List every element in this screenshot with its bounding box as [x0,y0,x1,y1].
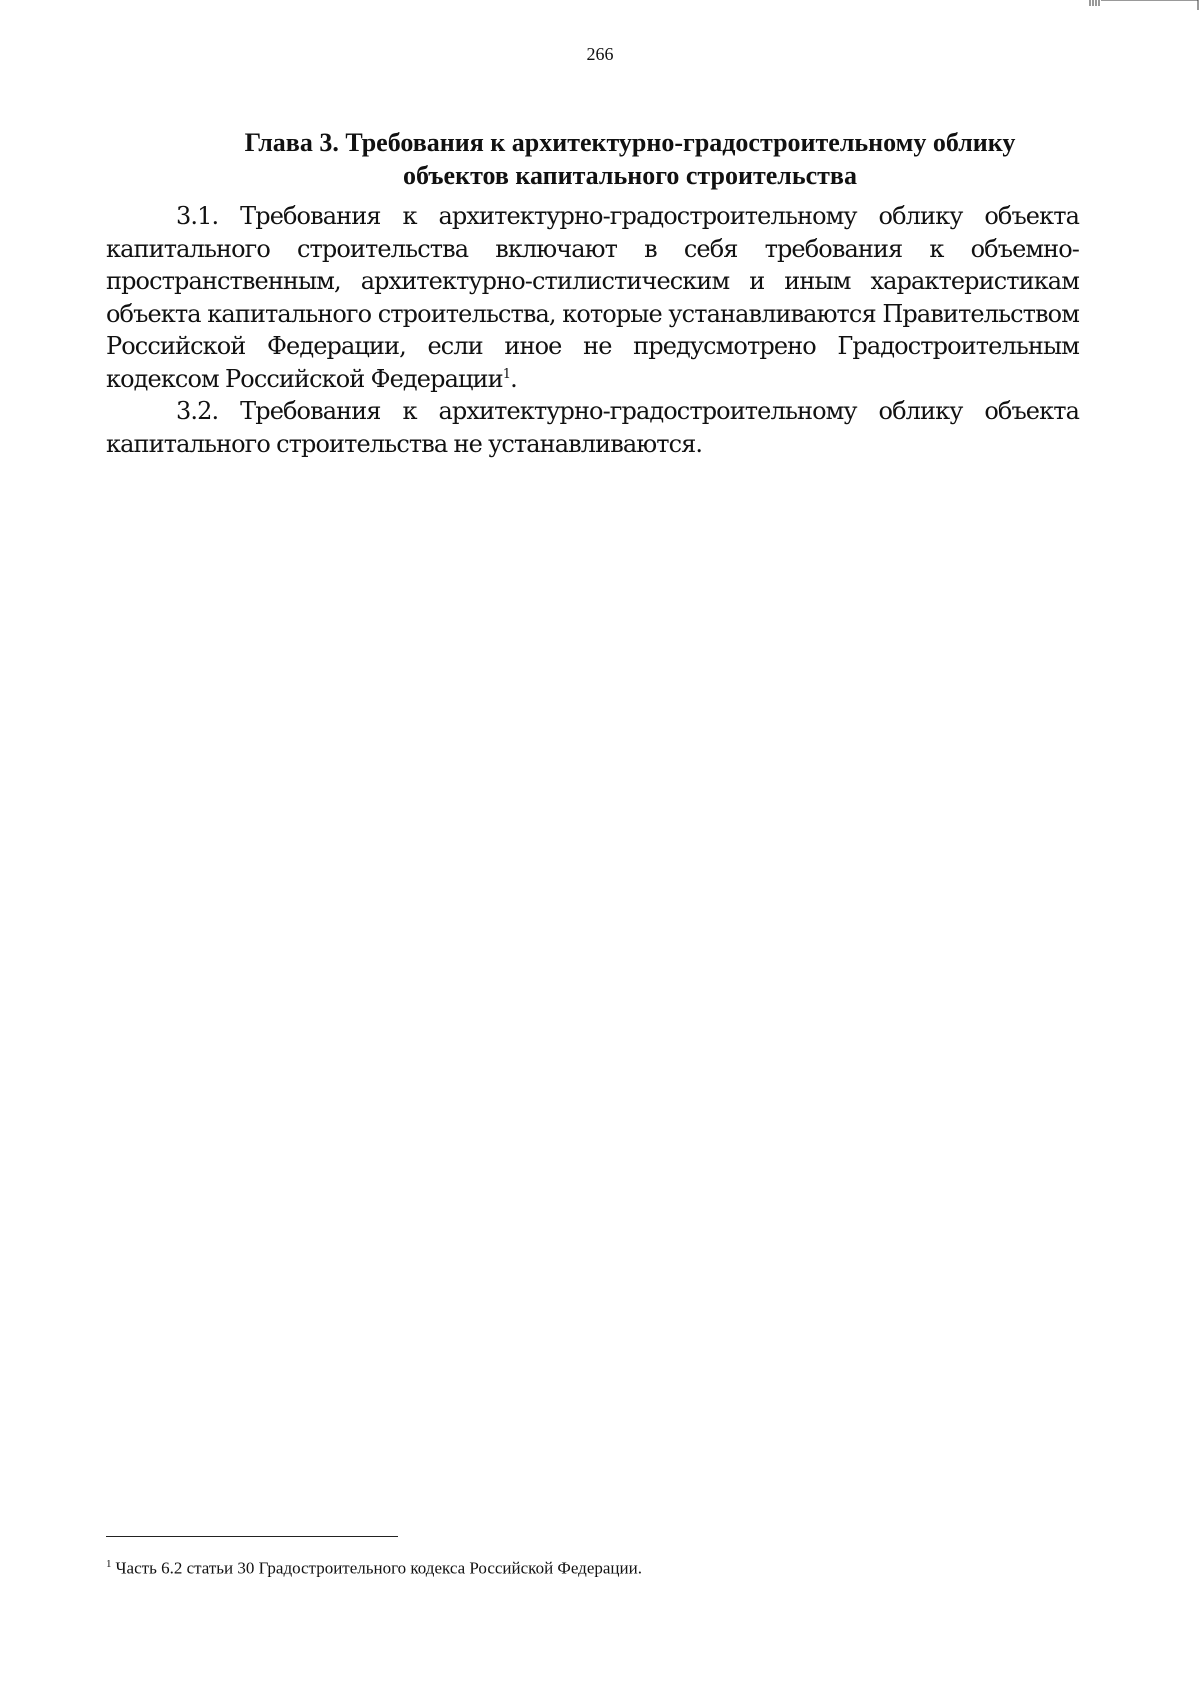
body-text [106,200,1079,460]
paragraph-3-1-tail: . [510,364,517,393]
footnote-marker: 1 [106,1558,112,1570]
paragraph-3-2 [106,395,1079,460]
paragraph-3-1 [106,200,1079,395]
footnote [106,1553,1006,1580]
scan-edge-marks [1080,0,1200,14]
page-number: 266 [586,44,614,64]
chapter-title: Глава 3. Требования к архитектурно-градостроительному облику объектов капитального строительства [244,128,1016,190]
paragraph-3-2-text: 3.2. Требования к архитектурно-градостроительному облику объекта капитального строительства не устанавливаются. [106,397,1079,458]
footnote-reference[interactable]: 1 [502,366,511,382]
footnote-text: Часть 6.2 статьи 30 Градостроительного кодекса Российской Федерации. [115,1558,642,1578]
footnote-separator [106,1536,398,1537]
paragraph-3-1-text: 3.1. Требования к архитектурно-градостроительному облику объекта капитального строительства включают в себя требования к объемно-пространственным, архитектурно-стилистическим и иным характеристикам объекта капитального строительства, которые устанавливаются Правительством Российской Федерации, если иное не предусмотрено Градостроительным кодексом Российской Федерации [106,202,1079,393]
